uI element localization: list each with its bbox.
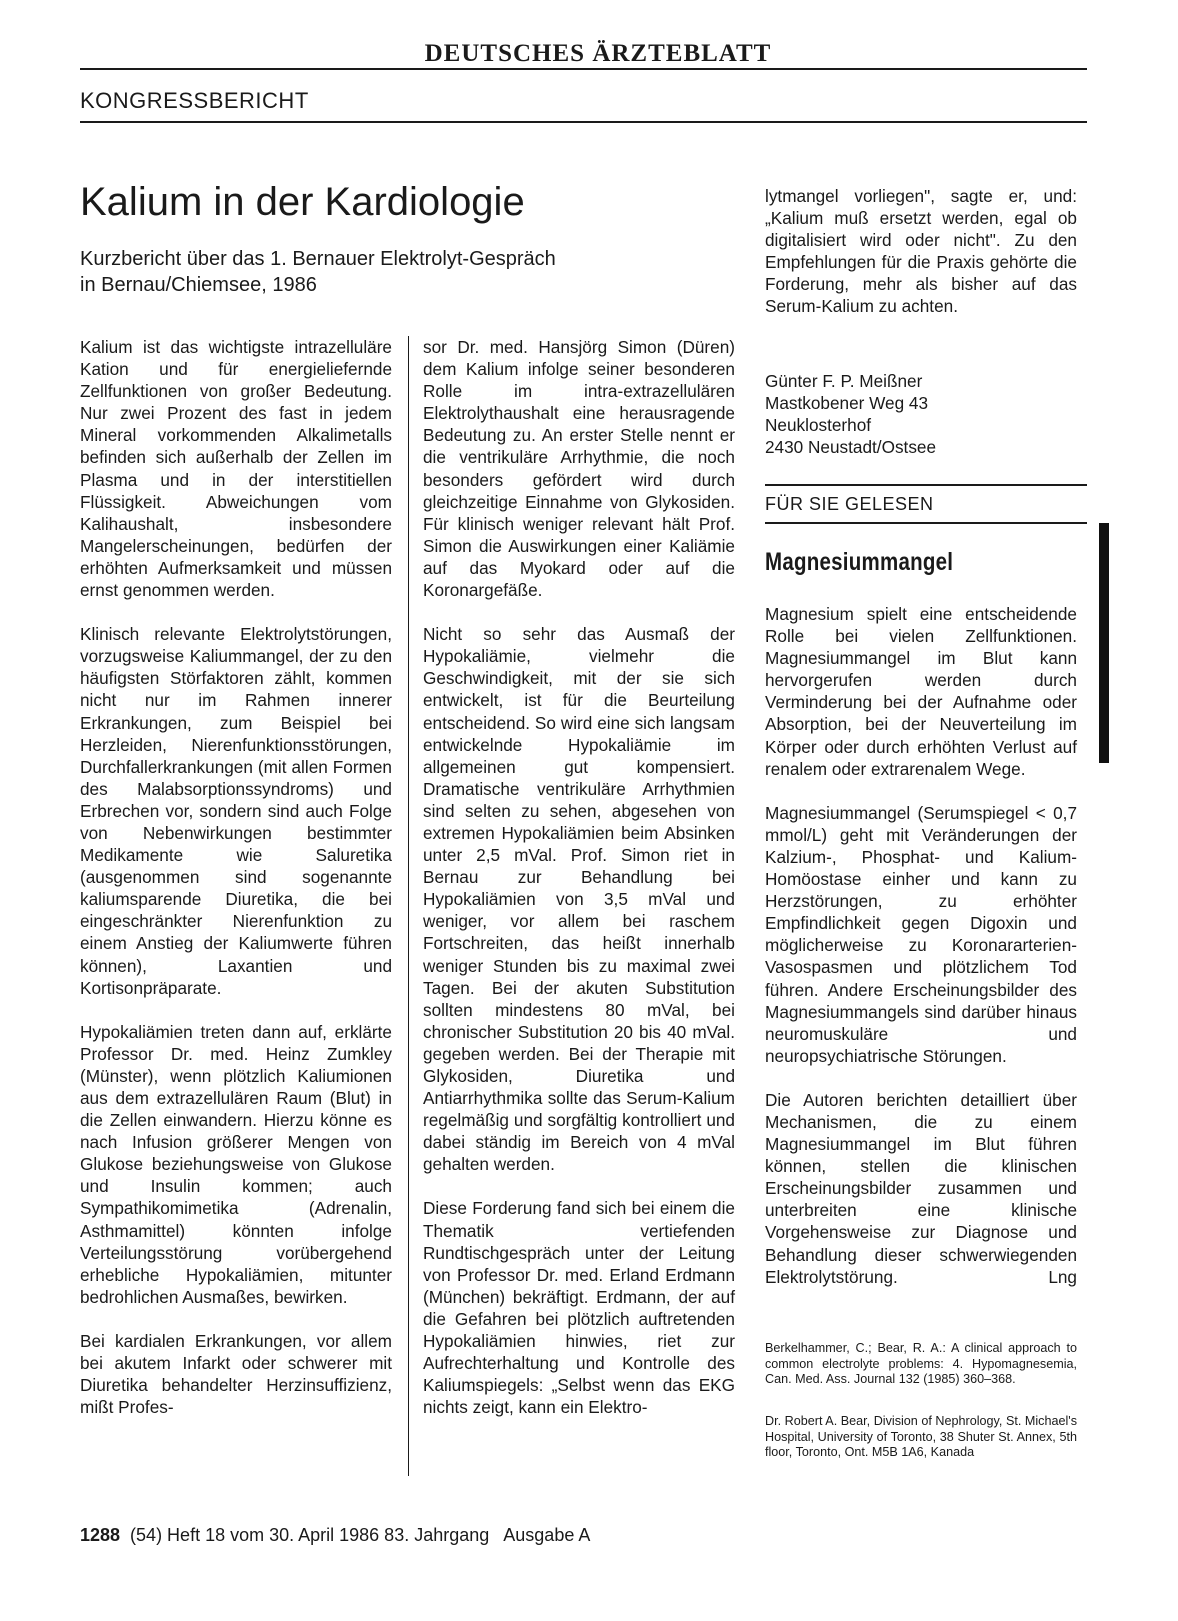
reference-address: Dr. Robert A. Bear, Division of Nephrology, St. Michael's Hospital, University of Toronto, 38 Shuter St. Annex, 5th floor, Toronto, Ont. M5B 1A6, Kanada <box>765 1414 1077 1459</box>
rubric-rule-bottom <box>765 522 1087 524</box>
paragraph: sor Dr. med. Hansjörg Simon (Düren) dem Kalium infolge seiner besonderen Rolle im intra-extrazellulären Elektrolythaushalt eine herausragende Bedeutung zu. An erster Stelle nennt er die ventrikuläre Arrhythmie, die noch besonders gefördert wird durch gleichzeitige Einnahme von Glykosiden. Für klinisch weniger relevant hält Prof. Simon die Auswirkungen einer Kaliämie auf das Myokard oder auf die Koronargefäße. <box>423 337 735 601</box>
paragraph: Nicht so sehr das Ausmaß der Hypokaliämie, vielmehr die Geschwindigkeit, mit der sie sich entwickelt, ist für die Beurteilung entscheidend. So wird eine sich langsam entwickelnde Hypokaliämie im allgemeinen gut kompensiert. Dramatische ventrikuläre Arrhythmien sind selten zu sehen, abgesehen von extremen Hypokaliämien beim Absinken unter 2,5 mVal. Prof. Simon riet in Bernau zur Behandlung bei Hypokaliämien von 3,5 mVal und weniger, vor allem bei raschem Fortschreiten, das heißt innerhalb weniger Stunden bis zu maximal zwei Tagen. Bei der akuten Substitution sollten mindestens 80 mVal, bei chronischer Substitution 20 bis 40 mVal. gegeben werden. Bei der Therapie mit Glykosiden, Diuretika und Antiarrhythmika sollte das Serum-Kalium regelmäßig und sorgfältig kontrolliert und dabei ständig im Bereich von 4 mVal gehalten werden. <box>423 624 735 1175</box>
paragraph: Kalium ist das wichtigste intrazelluläre Kation und für energieliefernde Zellfunktionen von großer Bedeutung. Nur zwei Prozent des fast in jedem Mineral vorkommenden Alkalimetalls befinden sich außerhalb der Zellen im Plasma und in der interstitiellen Flüssigkeit. Abweichungen vom Kalihaushalt, insbesondere Mangelerscheinungen, bedürfen der erhöhten Aufmerksamkeit und müssen ernst genommen werden. <box>80 337 392 601</box>
issue-info: (54) Heft 18 vom 30. April 1986 83. Jahrgang Ausgabe A <box>130 1525 591 1545</box>
subtitle-line-1: Kurzbericht über das 1. Bernauer Elektrolyt-Gespräch <box>80 248 556 270</box>
column-3-continuation <box>765 185 1077 340</box>
section-label: KONGRESSBERICHT <box>80 88 309 113</box>
reference-citation: Berkelhammer, C.; Bear, R. A.: A clinical approach to common electrolyte problems: 4. Hypomagnesemia, Can. Med. Ass. Journal 132 (1985) 360–368. <box>765 1341 1077 1386</box>
paragraph: Magnesium spielt eine entscheidende Rolle bei vielen Zellfunktionen. Magnesiummangel im Blut kann hervorgerufen werden durch Verminderung bei der Aufnahme oder Absorption, bei der Neuverteilung im Körper oder durch erhöhten Verlust auf renalem oder extrarenalem Wege. <box>765 604 1077 779</box>
column-divider <box>408 336 409 1476</box>
column-3-sidebar <box>765 603 1077 1310</box>
rubric-rule <box>765 484 1087 486</box>
page-footer <box>80 1525 590 1546</box>
rubric-label: FÜR SIE GELESEN <box>765 494 934 514</box>
paragraph: Hypokaliämien treten dann auf, erklärte Professor Dr. med. Heinz Zumkley (Münster), wenn plötzlich Kaliumionen aus dem extrazellulären Raum (Blut) in die Zellen einwandern. Hierzu könne es nach Infusion größerer Mengen von Glukose beziehungsweise von Glukose und Insulin kommen; auch Sympathikomimetika (Adrenalin, Asthmamittel) könnten infolge Verteilungsstörung vorübergehend erhebliche Hypokaliämien, mitunter bedrohlichen Ausmaßes, bewirken. <box>80 1021 392 1307</box>
paragraph: Bei kardialen Erkrankungen, vor allem bei akutem Infarkt oder schwerer mit Diuretika behandelter Herzinsuffizienz, mißt Profes- <box>80 1330 392 1418</box>
subtitle-line-2: in Bernau/Chiemsee, 1986 <box>80 274 317 296</box>
article-title: Kalium in der Kardiologie <box>80 180 525 224</box>
paragraph: Klinisch relevante Elektrolytstörungen, vorzugsweise Kaliummangel, der zu den häufigsten Störfaktoren zählt, kommen nicht nur im Rahmen innerer Erkrankungen, zum Beispiel bei Herzleiden, Nierenfunktionsstörungen, Durchfallerkrankungen (mit allen Formen des Malabsorptionssyndroms) und Erbrechen vor, sondern sind auch Folge von Nebenwirkungen bestimmter Medikamente wie Saluretika (ausgenommen sind sogenannte kaliumsparende Diuretika, die bei eingeschränkter Nierenfunktion zu einem Anstieg der Kaliumwerte führen können), Laxantien und Kortisonpräparate. <box>80 624 392 998</box>
author-name: Günter F. P. Meißner <box>765 371 923 391</box>
masthead-rule <box>80 68 1087 70</box>
masthead: DEUTSCHES ÄRZTEBLATT <box>424 40 772 67</box>
paragraph: Magnesiummangel (Serumspiegel < 0,7 mmol/L) geht mit Veränderungen der Kalzium-, Phosphat- und Kalium-Homöostase einher und kann zu Herzstörungen, zu erhöhter Empfindlichkeit gegen Digoxin und möglicherweise zu Koronararterien-Vasospasmen und plötzlichem Tod führen. Andere Erscheinungsbilder des Magnesiummangels sind darüber hinaus neuromuskuläre und neuropsychiatrische Störungen. <box>765 802 1077 1066</box>
signature: Lng <box>1048 1266 1077 1287</box>
author-address <box>765 370 1077 458</box>
paragraph <box>765 1089 1077 1288</box>
author-city: 2430 Neustadt/Ostsee <box>765 437 937 458</box>
section-rule <box>80 121 1087 123</box>
author-street: Mastkobener Weg 43 <box>765 393 929 414</box>
page-number: 1288 <box>80 1525 121 1545</box>
paragraph-text: Die Autoren berichten detailliert über Mechanismen, die zu einem Magnesiummangel im Blut führen können, stellen die klinischen Erscheinungsbilder zusammen und unterbreiten eine klinische Vorgehensweise zur Diagnose und Behandlung dieser schwerwiegenden Elektrolytstörung. <box>765 1089 1077 1287</box>
column-2 <box>423 336 735 1440</box>
author-town: Neuklosterhof <box>765 415 872 436</box>
sidebar-headline: Magnesiummangel <box>765 548 954 576</box>
paragraph: lytmangel vorliegen", sagte er, und: „Kalium muß ersetzt werden, egal ob digitalisiert wird oder nicht". Zu den Empfehlungen für die Praxis gehörte die Forderung, mehr als bisher auf das Serum-Kalium zu achten. <box>765 186 1077 317</box>
decorative-bar <box>1099 523 1109 763</box>
paragraph: Diese Forderung fand sich bei einem die Thematik vertiefenden Rundtischgespräch unter der Leitung von Professor Dr. med. Erland Erdmann (München) bekräftigt. Erdmann, der auf die Gefahren bei plötzlich auftretenden Hypokaliämien hinwies, riet zur Aufrechterhaltung und Kontrolle des Kaliumspiegels: „Selbst wenn das EKG nichts zeigt, kann ein Elektro- <box>423 1198 735 1418</box>
column-1 <box>80 336 392 1440</box>
article-subtitle <box>80 246 700 298</box>
